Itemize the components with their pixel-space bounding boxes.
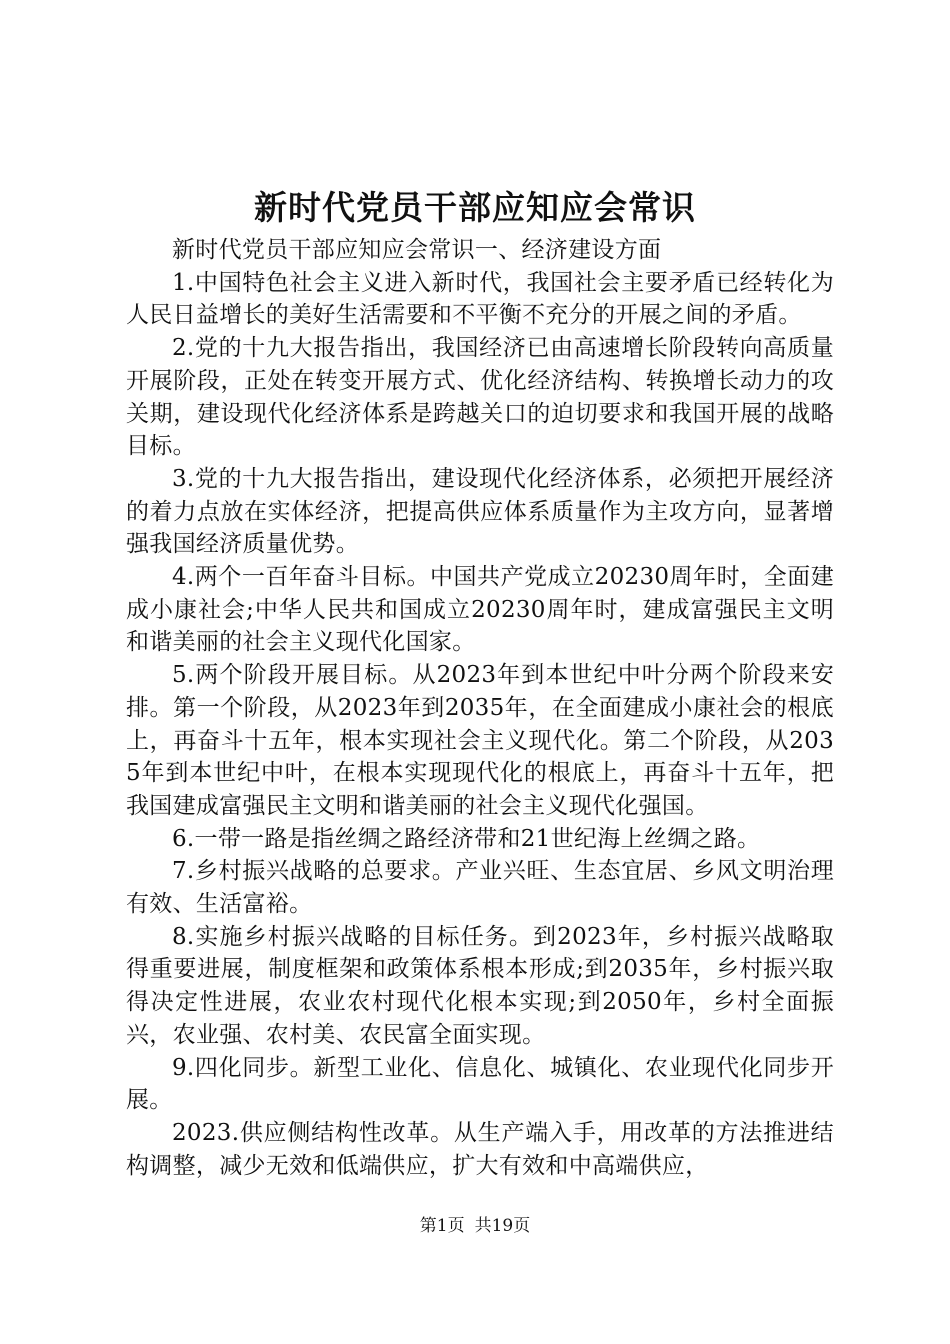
paragraph-4: 4.两个一百年奋斗目标。中国共产党成立20230周年时，全面建成小康社会;中华人民共和国成立20230周年时，建成富强民主文明和谐美丽的社会主义现代化国家。 [126, 564, 834, 656]
paragraph-6: 6.一带一路是指丝绸之路经济带和21世纪海上丝绸之路。 [172, 825, 761, 852]
paragraph-7: 7.乡村振兴战略的总要求。产业兴旺、生态宜居、乡风文明治理有效、生活富裕。 [126, 858, 834, 918]
page-number: 第1页 [419, 1216, 465, 1236]
paragraph-8: 8.实施乡村振兴战略的目标任务。到2023年，乡村振兴战略取得重要进展，制度框架和政策体系根本形成;到2035年，乡村振兴取得决定性进展，农业农村现代化根本实现;到2050年，乡村全面振兴，农业强、农村美、农民富全面实现。 [126, 923, 834, 1048]
paragraph-3: 3.党的十九大报告指出，建设现代化经济体系，必须把开展经济的着力点放在实体经济，把提高供应体系质量作为主攻方向，显著增强我国经济质量优势。 [126, 465, 834, 558]
document-body [126, 234, 834, 1182]
page-footer [0, 1214, 950, 1238]
paragraph-9: 9.四化同步。新型工业化、信息化、城镇化、农业现代化同步开展。 [126, 1054, 834, 1114]
paragraph-intro: 新时代党员干部应知应会常识一、经济建设方面 [172, 237, 662, 263]
paragraph-10: 2023.供应侧结构性改革。从生产端入手，用改革的方法推进结构调整，减少无效和低端供应，扩大有效和中高端供应， [126, 1119, 834, 1179]
document-title: 新时代党员干部应知应会常识 [254, 188, 696, 227]
paragraph-5: 5.两个阶段开展目标。从2023年到本世纪中叶分两个阶段来安排。第一个阶段，从2023年到2035年，在全面建成小康社会的根底上，再奋斗十五年，根本实现社会主义现代化。第二个阶段，从2035年到本世纪中叶，在根本实现现代化的根底上，再奋斗十五年，把我国建成富强民主文明和谐美丽的社会主义现代化强国。 [126, 662, 834, 819]
page-total: 共19页 [474, 1216, 531, 1236]
paragraph-1: 1.中国特色社会主义进入新时代，我国社会主要矛盾已经转化为人民日益增长的美好生活需要和不平衡不充分的开展之间的矛盾。 [126, 269, 834, 329]
paragraph-2: 2.党的十九大报告指出，我国经济已由高速增长阶段转向高质量开展阶段，正处在转变开展方式、优化经济结构、转换增长动力的攻关期，建设现代化经济体系是跨越关口的迫切要求和我国开展的战略目标。 [126, 335, 834, 460]
